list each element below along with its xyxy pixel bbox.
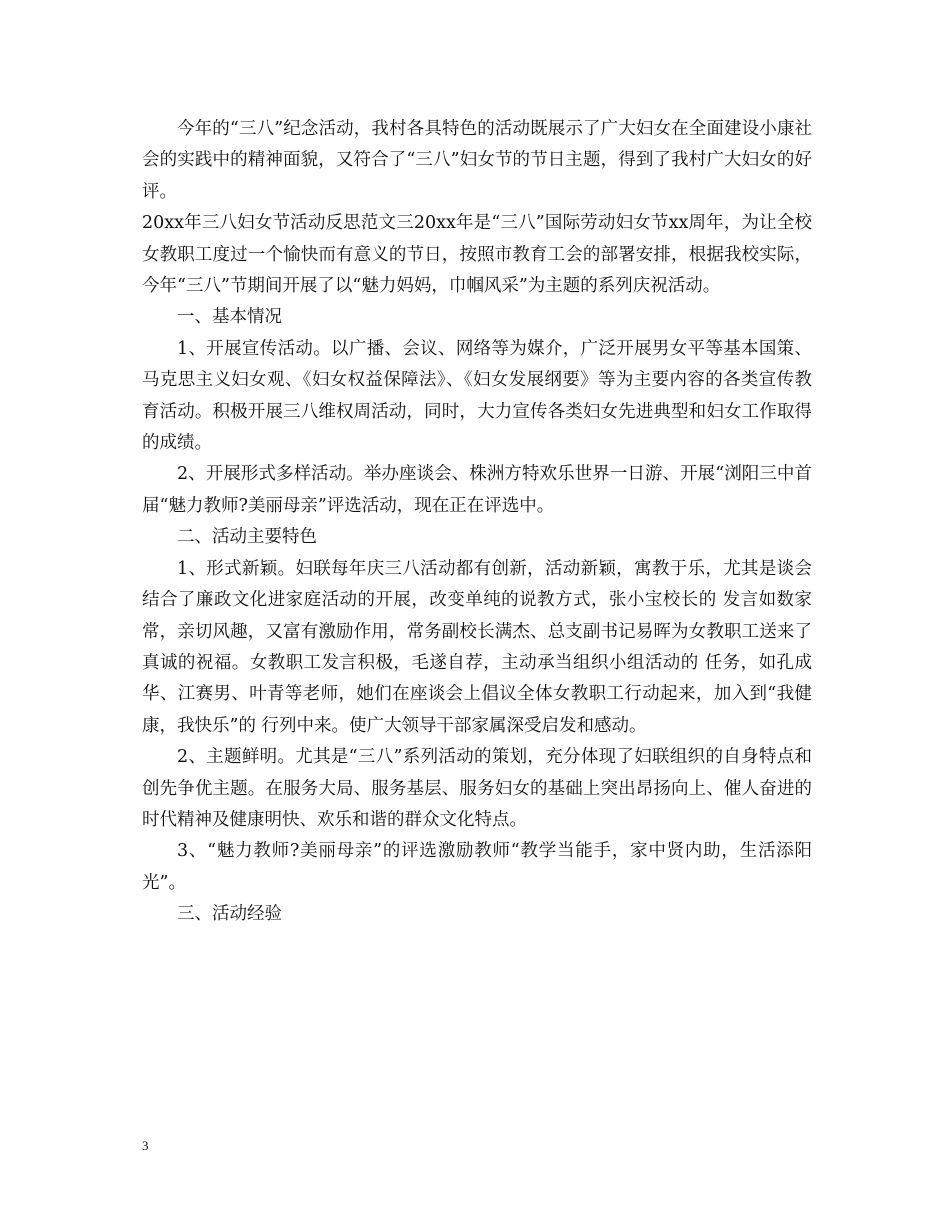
paragraph-selection: 3、“魅力教师?美丽母亲”的评选激励教师“教学当能手，家中贤内助，生活添阳光”。 bbox=[142, 841, 812, 893]
heading-experience: 三、活动经验 bbox=[177, 904, 282, 925]
section-intro-text: 20xx年是“三八”国际劳动妇女节xx周年，为让全校女教职工度过一个愉快而有意义的节日，按照市教育工会的部署安排，根据我校实际，今年“三八”节期间开展了以“魅力妈妈，巾帼风采”为主题的系列庆祝活动。 bbox=[142, 213, 812, 297]
paragraph-closing-remarks: 今年的“三八”纪念活动，我村各具特色的活动既展示了广大妇女在全面建设小康社会的实践中的精神面貌，又符合了“三八”妇女节的节日主题，得到了我村广大妇女的好评。 bbox=[142, 119, 812, 202]
paragraph-publicity: 1、开展宣传活动。以广播、会议、网络等为媒介，广泛开展男女平等基本国策、马克思主义妇女观、《妇女权益保障法》、《妇女发展纲要》等为主要内容的各类宣传教育活动。积极开展三八维权周活动，同时，大力宣传各类妇女先进典型和妇女工作取得的成绩。 bbox=[142, 338, 812, 454]
paragraph-clear-theme: 2、主题鲜明。尤其是“三八”系列活动的策划，充分体现了妇联组织的自身特点和创先争优主题。在服务大局、服务基层、服务妇女的基础上突出昂扬向上、催人奋进的时代精神及健康明快、欢乐和谐的群众文化特点。 bbox=[142, 747, 812, 830]
page-number: 3 bbox=[142, 1138, 149, 1153]
paragraph-novel-form: 1、形式新颖。妇联每年庆三八活动都有创新，活动新颖，寓教于乐，尤其是谈会结合了廉政文化进家庭活动的开展，改变单纯的说教方式，张小宝校长的 发言如数家常，亲切风趣，又富有激励作用，常务副校长满杰、总支副书记易晖为女教职工送来了真诚的祝福。女教职工发言积极，毛遂自荐，主动承当组织小组活动的 任务，如孔成华、江赛男、叶青等老师，她们在座谈会上倡议全体女教职工行动起来，加入到“我健康，我快乐”的 行列中来。使广大领导干部家属深受启发和感动。 bbox=[142, 558, 812, 736]
document-body bbox=[142, 114, 812, 931]
section-title: 20xx年三八妇女节活动反思范文三 bbox=[142, 213, 414, 234]
heading-basic-situation: 一、基本情况 bbox=[177, 307, 282, 328]
paragraph-section-three-intro bbox=[142, 208, 812, 302]
paragraph-diverse-activities: 2、开展形式多样活动。举办座谈会、株洲方特欢乐世界一日游、开展“浏阳三中首届“魅力教师?美丽母亲”评选活动，现在正在评选中。 bbox=[142, 464, 812, 516]
heading-main-features: 二、活动主要特色 bbox=[177, 527, 317, 548]
